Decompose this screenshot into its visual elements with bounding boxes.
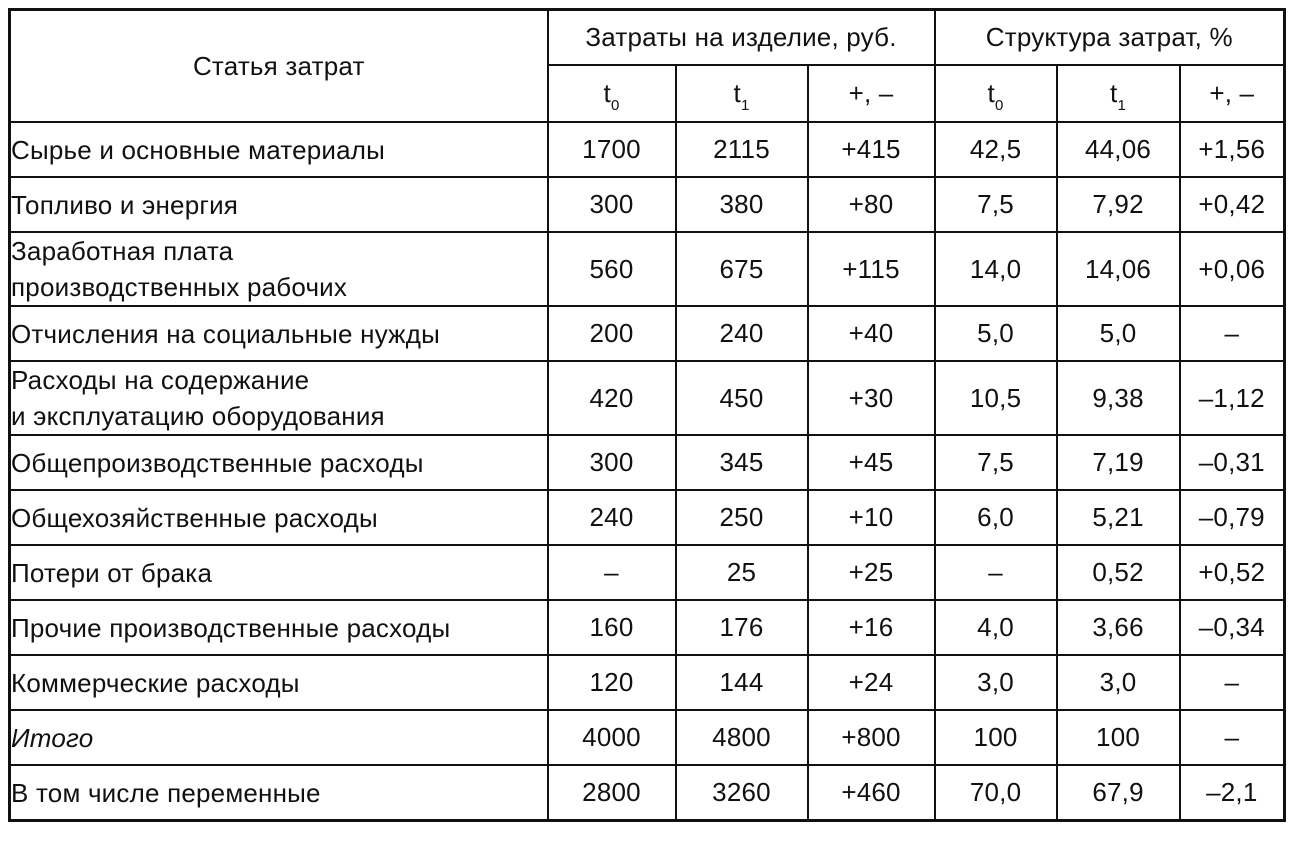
structure-diff-cell: – (1180, 655, 1285, 710)
structure-t0-cell: 100 (935, 710, 1057, 765)
cost-diff-cell: +25 (808, 545, 935, 600)
cost-diff-cell: +800 (808, 710, 935, 765)
table-row (10, 655, 1285, 710)
row-label: Сырье и основные материалы (10, 122, 548, 177)
cost-diff-cell: +24 (808, 655, 935, 710)
cost-t0-cell: 420 (548, 361, 676, 435)
cost-diff-cell: +30 (808, 361, 935, 435)
structure-t0-cell: 14,0 (935, 232, 1057, 306)
row-label: Отчисления на социальные нужды (10, 306, 548, 361)
header-cost-diff: +, – (808, 65, 935, 122)
cost-diff-cell: +45 (808, 435, 935, 490)
header-cost-t1: $t_1$ (676, 65, 808, 122)
structure-t0-cell: 10,5 (935, 361, 1057, 435)
table-row (10, 177, 1285, 232)
header-structure-t0: $t_0$ (935, 65, 1057, 122)
cost-diff-cell: +10 (808, 490, 935, 545)
row-label: Общепроизводственные расходы (10, 435, 548, 490)
row-label: Итого (10, 710, 548, 765)
row-label: Общехозяйственные расходы (10, 490, 548, 545)
structure-t1-cell: 14,06 (1057, 232, 1180, 306)
cost-t1-cell: 675 (676, 232, 808, 306)
structure-t1-cell: 3,0 (1057, 655, 1180, 710)
structure-t1-cell: 7,19 (1057, 435, 1180, 490)
structure-t1-cell: 7,92 (1057, 177, 1180, 232)
cost-t1-cell: 250 (676, 490, 808, 545)
cost-t1-cell: 176 (676, 600, 808, 655)
structure-t1-cell: 67,9 (1057, 765, 1180, 821)
cost-t1-cell: 380 (676, 177, 808, 232)
row-label: Коммерческие расходы (10, 655, 548, 710)
cost-t1-cell: 345 (676, 435, 808, 490)
structure-diff-cell: –2,1 (1180, 765, 1285, 821)
cost-t0-cell: 4000 (548, 710, 676, 765)
cost-t0-cell: 1700 (548, 122, 676, 177)
row-label: Потери от брака (10, 545, 548, 600)
structure-t0-cell: 6,0 (935, 490, 1057, 545)
table-row (10, 232, 1285, 306)
table-row (10, 490, 1285, 545)
structure-t0-cell: 4,0 (935, 600, 1057, 655)
table-row (10, 306, 1285, 361)
cost-diff-cell: +80 (808, 177, 935, 232)
row-label: Прочие производственные расходы (10, 600, 548, 655)
cost-t0-cell: 300 (548, 435, 676, 490)
structure-t1-cell: 9,38 (1057, 361, 1180, 435)
structure-diff-cell: –0,31 (1180, 435, 1285, 490)
cost-diff-cell: +460 (808, 765, 935, 821)
cost-t0-cell: 2800 (548, 765, 676, 821)
cost-t0-cell: 160 (548, 600, 676, 655)
structure-diff-cell: –0,79 (1180, 490, 1285, 545)
cost-diff-cell: +415 (808, 122, 935, 177)
structure-diff-cell: +1,56 (1180, 122, 1285, 177)
header-structure-group: Структура затрат, % (935, 10, 1285, 66)
cost-t0-cell: 300 (548, 177, 676, 232)
structure-t1-cell: 3,66 (1057, 600, 1180, 655)
row-label: Расходы на содержание и эксплуатацию оборудования (10, 361, 548, 435)
cost-t1-cell: 2115 (676, 122, 808, 177)
row-label: Заработная плата производственных рабочих (10, 232, 548, 306)
table-row (10, 361, 1285, 435)
cost-t1-cell: 25 (676, 545, 808, 600)
structure-t0-cell: 70,0 (935, 765, 1057, 821)
row-label: В том числе переменные (10, 765, 548, 821)
cost-diff-cell: +115 (808, 232, 935, 306)
table-row (10, 545, 1285, 600)
structure-t0-cell: 5,0 (935, 306, 1057, 361)
table-row (10, 710, 1285, 765)
structure-t1-cell: 5,21 (1057, 490, 1180, 545)
structure-diff-cell: +0,42 (1180, 177, 1285, 232)
structure-diff-cell: – (1180, 306, 1285, 361)
cost-table (8, 8, 1286, 822)
structure-diff-cell: – (1180, 710, 1285, 765)
table-body (10, 122, 1285, 821)
structure-t1-cell: 5,0 (1057, 306, 1180, 361)
table-row (10, 600, 1285, 655)
table-row (10, 435, 1285, 490)
structure-t0-cell: – (935, 545, 1057, 600)
structure-t1-cell: 0,52 (1057, 545, 1180, 600)
cost-t1-cell: 450 (676, 361, 808, 435)
structure-diff-cell: –0,34 (1180, 600, 1285, 655)
structure-diff-cell: –1,12 (1180, 361, 1285, 435)
header-structure-diff: +, – (1180, 65, 1285, 122)
cost-t0-cell: 240 (548, 490, 676, 545)
structure-t1-cell: 100 (1057, 710, 1180, 765)
structure-diff-cell: +0,06 (1180, 232, 1285, 306)
cost-t1-cell: 3260 (676, 765, 808, 821)
structure-t0-cell: 7,5 (935, 177, 1057, 232)
structure-t1-cell: 44,06 (1057, 122, 1180, 177)
structure-t0-cell: 3,0 (935, 655, 1057, 710)
structure-t0-cell: 42,5 (935, 122, 1057, 177)
header-article: Статья затрат (10, 10, 548, 123)
cost-t0-cell: – (548, 545, 676, 600)
cost-diff-cell: +40 (808, 306, 935, 361)
table-row (10, 765, 1285, 821)
structure-t0-cell: 7,5 (935, 435, 1057, 490)
cost-t0-cell: 560 (548, 232, 676, 306)
cost-t0-cell: 200 (548, 306, 676, 361)
cost-t1-cell: 4800 (676, 710, 808, 765)
cost-diff-cell: +16 (808, 600, 935, 655)
header-structure-t1: $t_1$ (1057, 65, 1180, 122)
row-label: Топливо и энергия (10, 177, 548, 232)
header-cost-t0: $t_0$ (548, 65, 676, 122)
header-costs-group: Затраты на изделие, руб. (548, 10, 935, 66)
cost-t1-cell: 144 (676, 655, 808, 710)
structure-diff-cell: +0,52 (1180, 545, 1285, 600)
table-row (10, 122, 1285, 177)
cost-t1-cell: 240 (676, 306, 808, 361)
cost-t0-cell: 120 (548, 655, 676, 710)
